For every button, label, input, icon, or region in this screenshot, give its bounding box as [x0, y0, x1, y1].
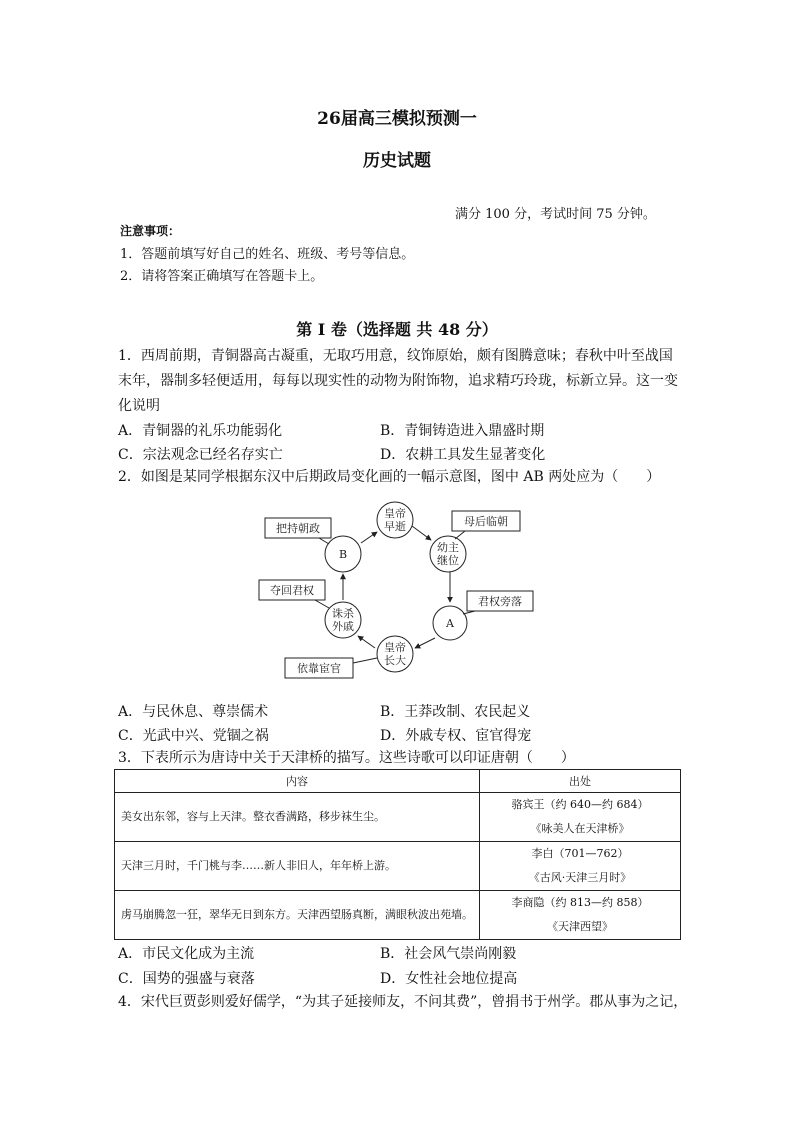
q1-option-a[interactable]: A．青铜器的礼乐功能弱化	[118, 423, 283, 439]
exam-subject: 历史试题	[363, 151, 431, 171]
table-row	[115, 891, 681, 940]
callout-regain-power	[259, 580, 329, 608]
table-header: 出处	[480, 770, 681, 793]
svg-text:君权旁落: 君权旁落	[478, 595, 522, 608]
circle-text: 幼主	[437, 541, 459, 554]
arrow-a-to-grown	[415, 638, 435, 648]
political-cycle-diagram	[255, 498, 555, 688]
arrow-grown-to-kill	[358, 636, 375, 648]
circle-text: 外戚	[332, 620, 354, 633]
poem-source	[480, 891, 681, 940]
q2-option-b[interactable]: B．王莽改制、农民起义	[380, 704, 531, 720]
poem-content: 虏马崩腾忽一狂，翠华无日到东方。天津西望肠真断，满眼秋波出苑墙。	[115, 891, 480, 940]
q3-option-a[interactable]: A．市民文化成为主流	[118, 946, 255, 962]
score-info: 满分 100 分，考试时间 75 分钟。	[455, 207, 656, 222]
poem-author: 骆宾王（约 640—约 684）	[511, 798, 649, 811]
svg-text:依靠宦官: 依靠宦官	[297, 662, 341, 675]
poem-author: 李商隐（约 813—约 858）	[511, 896, 649, 909]
callout-empress-regency	[452, 511, 520, 539]
question-3-stem: 3．下表所示为唐诗中关于天津桥的描写。这些诗歌可以印证唐朝（ ）	[118, 750, 575, 766]
q1-option-b[interactable]: B．青铜铸造进入鼎盛时期	[380, 423, 545, 439]
notice-item: 1．答题前填写好自己的姓名、班级、考号等信息。	[120, 247, 415, 262]
question-2-stem: 2．如图是某同学根据东汉中后期政局变化画的一幅示意图，图中 AB 两处应为（ ）	[118, 469, 661, 485]
table-header: 内容	[115, 770, 480, 793]
q3-option-d[interactable]: D．女性社会地位提高	[380, 971, 518, 987]
circle-young-heir	[430, 536, 466, 572]
poem-source	[480, 842, 681, 891]
poem-content: 美女出东邻，容与上天津。整衣香满路，移步袜生尘。	[115, 793, 480, 842]
circle-text: 皇帝	[384, 641, 406, 654]
q3-option-b[interactable]: B．社会风气崇尚刚毅	[380, 946, 517, 962]
circle-a	[433, 606, 467, 640]
poem-source	[480, 793, 681, 842]
circle-b	[325, 536, 361, 572]
circle-kill-relatives	[325, 602, 361, 638]
poem-content: 天津三月时，千门桃与李……新人非旧人，年年桥上游。	[115, 842, 480, 891]
poem-table	[114, 769, 681, 940]
poem-work: 《古风·天津三月时》	[528, 871, 632, 884]
q1-option-d[interactable]: D．农耕工具发生显著变化	[380, 447, 546, 463]
circle-text: B	[338, 548, 348, 561]
q3-option-c[interactable]: C．国势的强盛与衰落	[118, 971, 255, 987]
circle-emperor-death	[377, 502, 413, 538]
q2-option-c[interactable]: C．光武中兴、党锢之祸	[118, 728, 269, 744]
table-row	[115, 793, 681, 842]
circle-text: 继位	[437, 554, 459, 567]
callout-rely-eunuchs	[285, 658, 377, 678]
poem-work: 《咏美人在天津桥》	[530, 822, 630, 835]
q1-option-c[interactable]: C．宗法观念已经名存实亡	[118, 447, 283, 463]
circle-text: 早逝	[384, 520, 406, 533]
notice-heading: 注意事项：	[120, 224, 181, 238]
callout-control-court	[265, 518, 331, 544]
poem-author: 李白（701—762）	[531, 847, 629, 860]
question-4-stem: 4．宋代巨贾彭则爱好儒学，“为其子延接师友，不问其费”，曾捐书于州学。郡从事为之记，	[118, 994, 688, 1010]
circle-emperor-grown	[377, 636, 413, 672]
callout-power-decline	[463, 591, 533, 614]
q2-option-d[interactable]: D．外戚专权、宦官得宠	[380, 728, 532, 744]
circle-text: 皇帝	[384, 507, 406, 520]
circle-text: 长大	[384, 654, 406, 667]
table-row	[115, 842, 681, 891]
exam-title: 26届高三模拟预测一	[317, 109, 477, 129]
section-title: 第 I 卷（选择题 共 48 分）	[296, 320, 498, 339]
question-1-stem: 1．西周前期，青铜器高古凝重，无取巧用意，纹饰原始，颇有图腾意味；春秋中叶至战国末年，器制多轻便适用，每每以现实性的动物为附饰物，追求精巧玲珑，标新立异。这一变化说明	[118, 348, 678, 414]
poem-work: 《天津西望》	[547, 920, 613, 933]
svg-text:夺回君权: 夺回君权	[270, 584, 314, 597]
arrow-death-to-young	[412, 526, 431, 540]
svg-text:把持朝政: 把持朝政	[276, 522, 320, 535]
circle-text: 诛杀	[332, 607, 354, 620]
notice-item: 2．请将答案正确填写在答题卡上。	[120, 269, 324, 284]
arrow-b-to-death	[361, 532, 377, 543]
circle-text: A	[446, 617, 454, 630]
q2-option-a[interactable]: A．与民休息、尊崇儒术	[118, 704, 269, 720]
svg-text:母后临朝: 母后临朝	[464, 515, 508, 528]
